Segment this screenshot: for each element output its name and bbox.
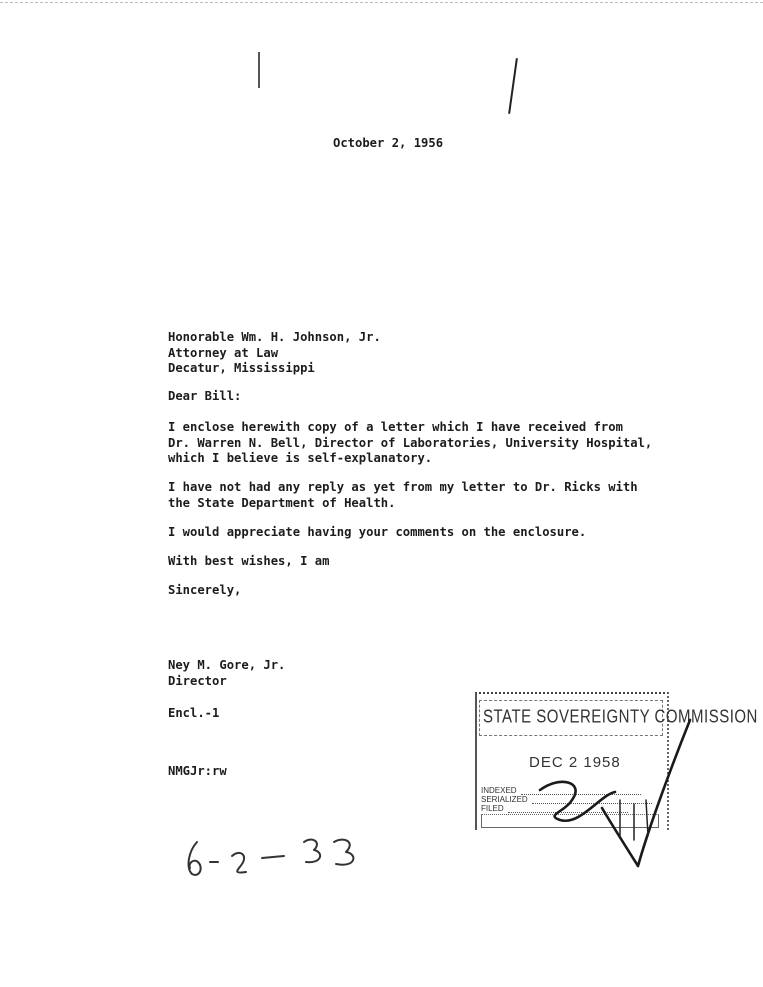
paragraph-line: the State Department of Health. [168, 495, 396, 510]
stamp-row-line [532, 803, 652, 804]
stamp-row-label: FILED [481, 804, 504, 813]
body-paragraph-1 [168, 420, 652, 467]
recipient-city: Decatur, Mississippi [168, 361, 315, 375]
body-paragraph-2 [168, 480, 638, 511]
stamp-row-line [521, 794, 641, 795]
stamp-date: DEC 2 1958 [529, 754, 621, 771]
scan-mark-right [508, 58, 518, 114]
paragraph-line: I enclose herewith copy of a letter which I have received from [168, 420, 623, 434]
paragraph-line: Dr. Warren N. Bell, Director of Laboratories, University Hospital, [168, 435, 653, 450]
recipient-title: Attorney at Law [168, 345, 279, 360]
page-top-edge [0, 2, 763, 3]
signer-name: Ney M. Gore, Jr. [168, 658, 286, 672]
filing-stamp [475, 692, 758, 830]
stamp-title: STATE SOVEREIGNTY COMMISSION [483, 706, 758, 728]
signer-title: Director [168, 673, 227, 688]
stamp-row-label: SERIALIZED [481, 795, 528, 804]
stamp-row-filed [481, 804, 652, 813]
body-paragraph-3 [168, 525, 586, 541]
recipient-address [168, 330, 381, 377]
stamp-row-label: INDEXED [481, 786, 517, 795]
reference-initials: NMGJr:rw [168, 764, 227, 778]
paragraph-line: I would appreciate having your comments on the enclosure. [168, 525, 587, 539]
signature-block [168, 658, 285, 689]
stamp-row-serialized [481, 795, 652, 804]
stamp-row-line [508, 812, 628, 813]
closing-line: With best wishes, I am [168, 554, 330, 568]
paragraph-line: which I believe is self-explanatory. [168, 451, 433, 465]
salutation: Dear Bill: [168, 389, 242, 403]
handwritten-file-number [189, 840, 354, 875]
paragraph-line: I have not had any reply as yet from my letter to Dr. Ricks with [168, 480, 638, 494]
stamp-bottom-box [481, 814, 659, 828]
stamp-row-indexed [481, 786, 652, 795]
complimentary-close: Sincerely, [168, 583, 242, 597]
enclosure-note: Encl.-1 [168, 706, 220, 720]
recipient-name: Honorable Wm. H. Johnson, Jr. [168, 330, 381, 344]
scan-mark-left [258, 52, 260, 88]
stamp-status-rows [481, 786, 652, 813]
letter-date: October 2, 1956 [333, 136, 444, 150]
